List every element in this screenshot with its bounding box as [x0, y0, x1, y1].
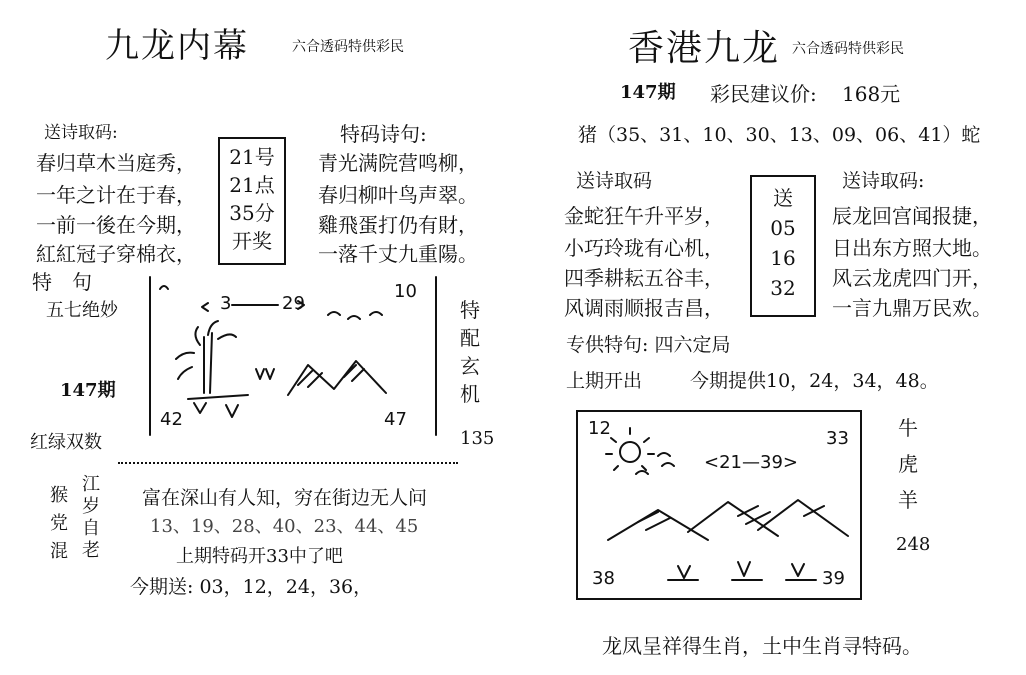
bottom-col1-char-3: 混: [50, 541, 68, 562]
wuqi-label: 五七绝妙: [46, 300, 118, 321]
zodiac-1: 牛: [898, 416, 918, 440]
right-issue: 147期: [620, 82, 676, 103]
right-poem-left-2: 小巧玲珑有心机，: [564, 236, 724, 260]
left-poem-line-3: 一前一後在今期，: [36, 213, 196, 237]
left-pic-number-b: 29: [282, 293, 305, 314]
left-pic-number-d: 42: [160, 409, 183, 430]
send-box-line-2: 05: [770, 216, 796, 240]
right-poem-right-3: 风云龙虎四门开，: [832, 266, 992, 290]
price-label: 彩民建议价:: [710, 82, 817, 106]
right-poem-left-4: 风调雨顺报吉昌，: [564, 296, 724, 320]
side-char-1: 特: [460, 298, 480, 322]
left-pic-number-c: 10: [394, 281, 417, 302]
bottom-col2-char-1: 江: [82, 474, 100, 495]
special-line-4: 一落千丈九重陽。: [318, 242, 478, 266]
left-poem-line-1: 春归草木当庭秀，: [36, 151, 196, 175]
side-char-2: 配: [460, 326, 480, 350]
special-line-2: 春归柳叶鸟声翠。: [318, 183, 478, 207]
right-pic-number-bl: 38: [592, 568, 615, 589]
left-bottom-col-2: [82, 474, 100, 562]
right-poem-right-2: 日出东方照大地。: [832, 236, 992, 260]
right-title-tagline: 六合透码特供彩民: [792, 41, 904, 57]
draw-time-line-3: 35分: [229, 201, 275, 225]
side-char-3: 玄: [460, 354, 480, 378]
special-line-1: 青光满院营鸣柳，: [318, 151, 478, 175]
left-poem-line-2: 一年之计在于春，: [36, 183, 196, 207]
zodiac-number: 248: [896, 534, 931, 555]
special-poem-header: 特码诗句:: [340, 122, 427, 146]
right-pic-range: <21—39>: [704, 452, 798, 473]
right-poem-left-3: 四季耕耘五谷丰，: [564, 266, 724, 290]
left-number-row: 13、19、28、40、23、44、45: [150, 516, 419, 537]
this-offer: 今期提供10，24，34，48。: [690, 370, 939, 392]
left-side-vertical: [458, 296, 482, 408]
right-footer: 龙凤呈祥得生肖，土中生肖寻特码。: [602, 634, 922, 658]
send-number-box: [750, 175, 816, 317]
right-poem-right-4: 一言九鼎万民欢。: [832, 296, 992, 320]
honglv-label: 红绿双数: [30, 432, 102, 453]
right-picture: [578, 412, 860, 598]
te-ju-label: 特 句: [32, 270, 92, 294]
pig-snake-line: 猪（35、31、10、30、13、09、06、41）蛇: [578, 124, 981, 146]
left-proverb: 富在深山有人知，穷在街边无人问: [142, 487, 428, 509]
right-poem-header-left: 送诗取码: [576, 170, 653, 192]
draw-time-box: [218, 137, 286, 265]
last-open-label: 上期开出: [566, 370, 643, 392]
left-divider: [118, 462, 458, 464]
right-poem-right-1: 辰龙回宫闻报捷，: [832, 204, 992, 228]
left-pic-number-a: 3: [220, 293, 232, 314]
left-title-tagline: 六合透码特供彩民: [292, 39, 404, 55]
right-title: 香港九龙: [628, 28, 781, 69]
right-pic-number-tr: 33: [826, 428, 849, 449]
left-poem-line-4: 紅紅冠子穿棉衣，: [36, 242, 196, 266]
side-char-4: 机: [460, 382, 480, 406]
bottom-col1-char-2: 党: [50, 513, 68, 534]
left-issue: 147期: [60, 380, 116, 401]
special-line-3: 雞飛蛋打仍有財，: [318, 213, 478, 237]
special-phrase: 专供特句: 四六定局: [566, 334, 731, 356]
left-bottom-col-1: [50, 482, 68, 566]
right-pic-number-br: 39: [822, 568, 845, 589]
draw-time-line-1: 21号: [229, 145, 275, 169]
left-poem-header: 送诗取码:: [44, 123, 118, 143]
left-last-issue-note: 上期特码开33中了吧: [176, 546, 343, 567]
send-box-line-4: 32: [770, 276, 796, 300]
draw-time-line-4: 开奖: [232, 229, 272, 253]
zodiac-2: 虎: [898, 452, 918, 476]
bottom-col2-char-3: 自: [82, 518, 100, 539]
draw-time-line-2: 21点: [229, 173, 275, 197]
left-side-number: 135: [460, 428, 495, 449]
zodiac-3: 羊: [898, 488, 918, 512]
bottom-col1-char-1: 猴: [50, 485, 68, 506]
right-poem-header-right: 送诗取码:: [842, 170, 925, 192]
right-pic-number-tl: 12: [588, 418, 611, 439]
zodiac-column: [896, 410, 920, 518]
send-box-line-3: 16: [770, 246, 796, 270]
price-value: 168元: [842, 82, 901, 106]
left-today-send: 今期送: 03，12，24，36，: [130, 576, 373, 598]
left-picture-frame: [148, 275, 438, 445]
bottom-col2-char-2: 岁: [82, 496, 100, 517]
bottom-col2-char-4: 老: [82, 540, 100, 561]
left-pic-number-e: 47: [384, 409, 407, 430]
left-title: 九龙内幕: [105, 26, 249, 66]
right-poem-left-1: 金蛇狂午升平岁，: [564, 204, 724, 228]
send-box-line-1: 送: [773, 186, 793, 210]
